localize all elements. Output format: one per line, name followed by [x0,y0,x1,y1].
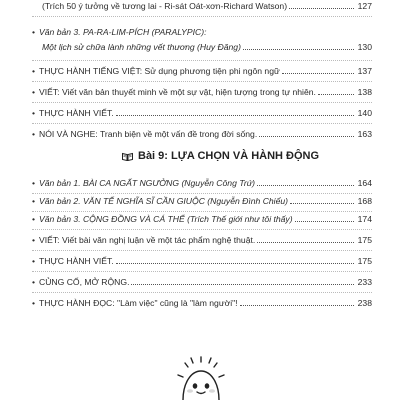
toc-entry-text: THỰC HÀNH VIẾT. [39,108,114,118]
divider [32,123,372,124]
divider [32,211,372,212]
toc-entry-text: THỰC HÀNH ĐỌC: "Làm việc" cũng là "làm người"! [39,298,238,308]
toc-entry-text: Văn bản 3. PA-RA-LIM-PÍCH (PARALYPIC): [39,27,207,37]
toc-page-number: 137 [357,66,372,76]
toc-page-number: 127 [357,1,372,11]
toc-entry-text: THỰC HÀNH VIẾT. [39,256,114,266]
toc-entry-1[interactable] [32,27,372,53]
divider [32,193,372,194]
dot-leader [116,263,354,264]
dot-leader [259,136,354,137]
toc-entry-text: THỰC HÀNH TIẾNG VIỆT: Sử dụng phương tiện phi ngôn ngữ [39,66,280,76]
section-heading [122,150,319,162]
toc-page-number: 138 [357,87,372,97]
toc-page-number: 175 [357,235,372,245]
toc-entry-bullet: • [32,235,36,245]
toc-entry-2[interactable] [32,66,372,77]
toc-entry-bullet: • [32,129,36,139]
divider [32,271,372,272]
toc-entry-bullet: • [32,277,36,287]
dot-leader [318,94,354,95]
divider [32,102,372,103]
dot-leader [131,284,354,285]
toc-entry-subtitle: Một lịch sử chữa lành những vết thương (Huy Đăng) [42,42,241,52]
toc-entry-b4[interactable] [32,256,372,267]
divider [32,16,372,17]
toc-entry-b0[interactable] [32,178,372,189]
toc-page-number: 175 [357,256,372,266]
toc-entry-bullet: • [32,27,36,37]
dot-leader [289,8,354,9]
toc-entry-text: VIẾT: Viết văn bản thuyết minh về một sự vật, hiện tượng trong tự nhiên. [39,87,316,97]
toc-entry-0[interactable] [32,1,372,12]
toc-page-number: 164 [357,178,372,188]
toc-entry-bullet: • [32,66,36,76]
toc-entry-5[interactable] [32,129,372,140]
dot-leader [295,221,354,222]
toc-entry-text: Văn bản 1. BÀI CA NGẤT NGƯỞNG (Nguyễn Công Trứ) [39,178,256,188]
toc-entry-b1[interactable] [32,196,372,207]
toc-entry-bullet: • [32,108,36,118]
toc-entry-bullet: • [32,298,36,308]
toc-entry-bullet: • [32,178,36,188]
divider [32,81,372,82]
toc-entry-4[interactable] [32,108,372,119]
toc-page-number: 163 [357,129,372,139]
smiling-sun-mascot-icon [173,355,229,400]
toc-page-number: 140 [357,108,372,118]
divider [32,229,372,230]
toc-entry-text: NÓI VÀ NGHE: Tranh biện về một vấn đề trong đời sống. [39,129,258,139]
divider [32,292,372,293]
toc-entry-text: CỦNG CỐ, MỞ RỘNG. [39,277,130,287]
toc-entry-text: Văn bản 3. CỘNG ĐỒNG VÀ CÁ THỂ (Trích Thế giới như tôi thấy) [39,214,293,224]
toc-entry-3[interactable] [32,87,372,98]
toc-entry-b5[interactable] [32,277,372,288]
dot-leader [282,73,354,74]
toc-entry-b6[interactable] [32,298,372,309]
toc-page-number: 174 [357,214,372,224]
dot-leader [240,305,354,306]
toc-page-number: 233 [357,277,372,287]
toc-entry-bullet: • [32,196,36,206]
dot-leader [257,242,354,243]
toc-entry-bullet: • [32,214,36,224]
toc-entry-bullet: • [32,87,36,97]
dot-leader [243,49,354,50]
toc-entry-b2[interactable] [32,214,372,225]
divider [32,60,372,61]
toc-entry-b3[interactable] [32,235,372,246]
toc-page-number: 130 [357,42,372,52]
toc-entry-bullet: • [32,256,36,266]
dot-leader [257,185,354,186]
toc-entry-text: Văn bản 2. VĂN TẾ NGHĨA SĨ CẦN GIUỘC (Nguyễn Đình Chiểu) [39,196,289,206]
toc-entry-text: VIẾT: Viết bài văn nghị luận về một tác phẩm nghệ thuật. [39,235,256,245]
toc-page-number: 238 [357,298,372,308]
dot-leader [116,115,354,116]
toc-entry-text: (Trích 50 ý tưởng về tương lai - Ri-sát Oát-xơn-Richard Watson) [42,1,288,11]
open-book-icon [122,152,133,161]
toc-page-number: 168 [357,196,372,206]
divider [32,250,372,251]
dot-leader [290,203,354,204]
section-title: Bài 9: LỰA CHỌN VÀ HÀNH ĐỘNG [138,150,320,162]
